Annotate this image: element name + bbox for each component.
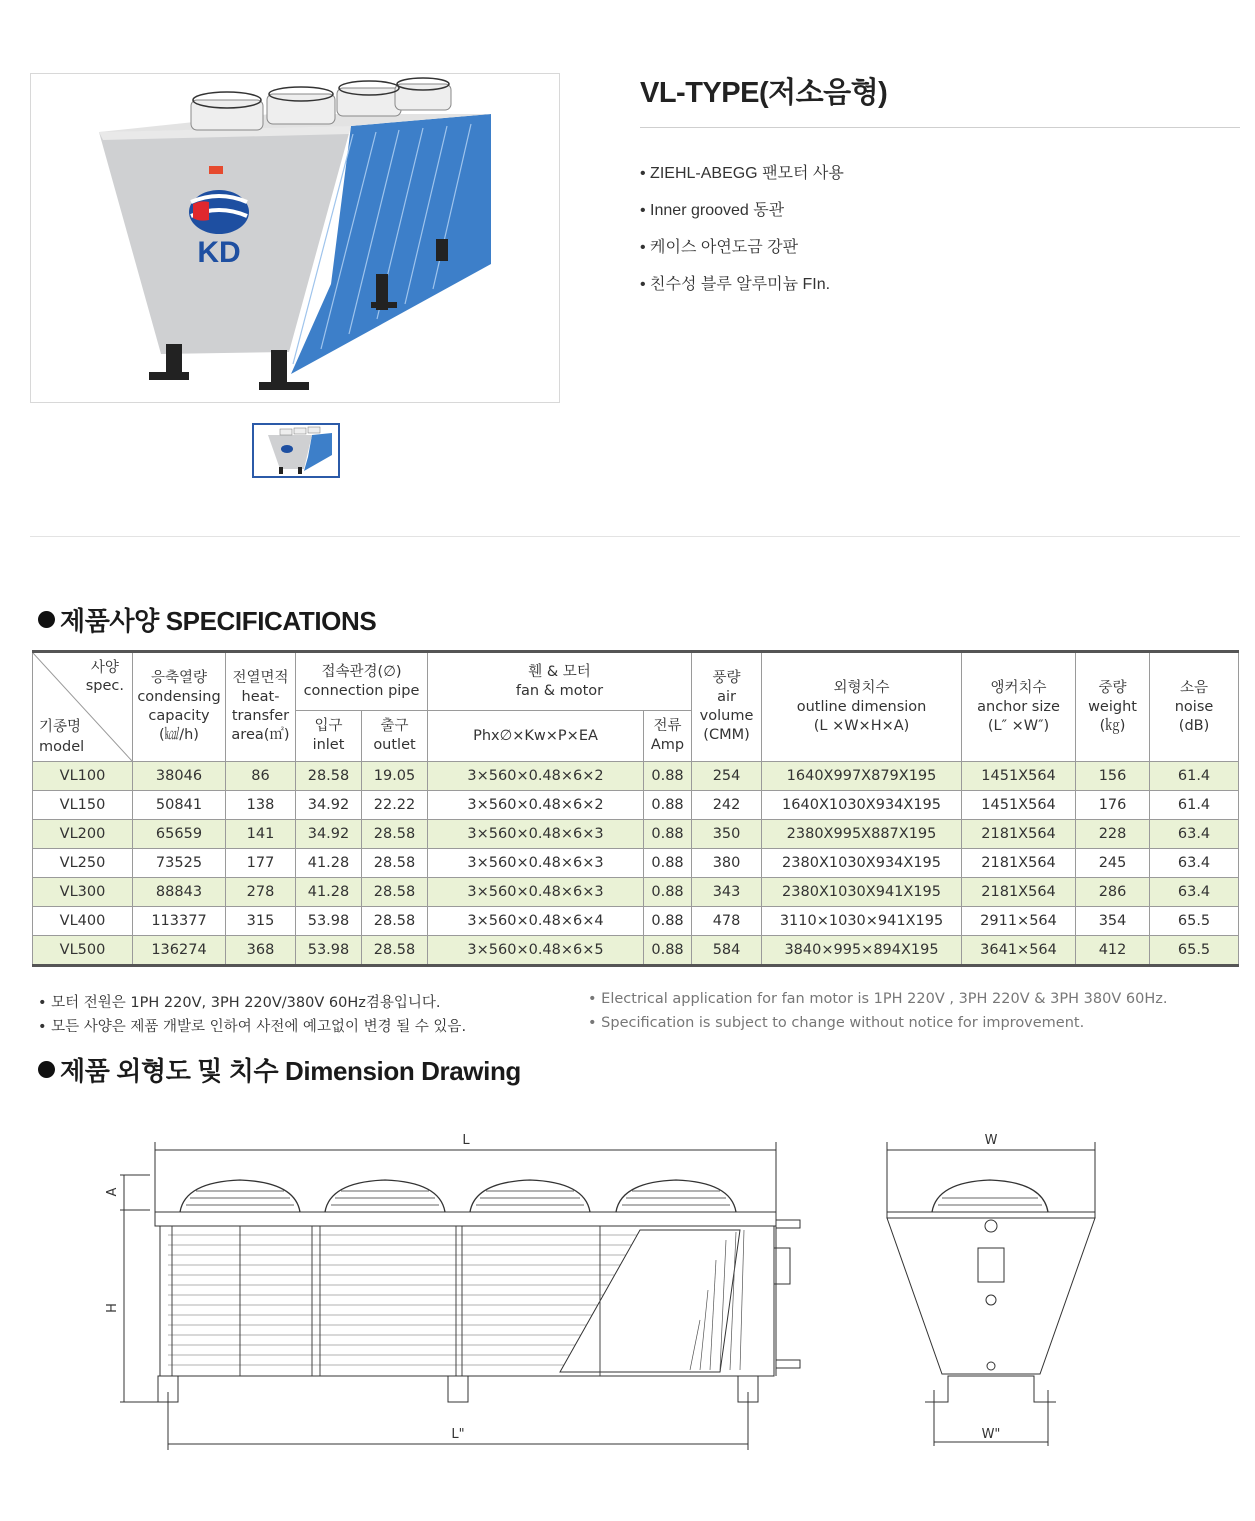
cell-weight: 176 xyxy=(1076,791,1150,820)
header-air: 풍량 air volume (CMM) xyxy=(692,652,762,762)
feature-item: • 케이스 아연도금 강판 xyxy=(640,234,798,257)
cell-weight: 354 xyxy=(1076,907,1150,936)
header-area: 전열면적 heat- transfer area(㎡) xyxy=(226,652,296,762)
cell-air: 350 xyxy=(692,820,762,849)
cell-fan: 3×560×0.48×6×5 xyxy=(428,936,644,966)
cell-amp: 0.88 xyxy=(644,791,692,820)
cell-noise: 63.4 xyxy=(1150,820,1239,849)
header-fan: 휀 & 모터 fan & motor xyxy=(428,652,692,711)
cell-area: 368 xyxy=(226,936,296,966)
cell-inlet: 34.92 xyxy=(296,791,362,820)
cell-air: 584 xyxy=(692,936,762,966)
cell-noise: 65.5 xyxy=(1150,936,1239,966)
feature-item: • ZIEHL-ABEGG 팬모터 사용 xyxy=(640,160,844,183)
cell-area: 141 xyxy=(226,820,296,849)
product-title: VL-TYPE(저소음형) xyxy=(640,77,888,109)
feature-item: • Inner grooved 동관 xyxy=(640,197,784,220)
header-inlet: 입구 inlet xyxy=(296,711,362,762)
cell-inlet: 41.28 xyxy=(296,849,362,878)
cell-noise: 63.4 xyxy=(1150,849,1239,878)
cell-outlet: 22.22 xyxy=(362,791,428,820)
cell-inlet: 41.28 xyxy=(296,878,362,907)
dim-label-L: L xyxy=(462,1133,470,1148)
cell-inlet: 53.98 xyxy=(296,936,362,966)
cell-anchor: 1451X564 xyxy=(962,791,1076,820)
header-pipe: 접속관경(∅) connection pipe xyxy=(296,652,428,711)
cell-outline: 3110×1030×941X195 xyxy=(762,907,962,936)
cell-area: 177 xyxy=(226,849,296,878)
cell-capacity: 38046 xyxy=(133,762,226,791)
header-outlet: 출구 outlet xyxy=(362,711,428,762)
cell-noise: 65.5 xyxy=(1150,907,1239,936)
cell-outline: 2380X1030X941X195 xyxy=(762,878,962,907)
note-ko: • 모든 사양은 제품 개발로 인하여 사전에 예고없이 변경 될 수 있음. xyxy=(38,1015,466,1036)
cell-amp: 0.88 xyxy=(644,820,692,849)
product-thumbnail[interactable] xyxy=(252,423,340,478)
dim-label-A: A xyxy=(105,1187,120,1197)
cell-weight: 245 xyxy=(1076,849,1150,878)
cell-capacity: 73525 xyxy=(133,849,226,878)
cell-amp: 0.88 xyxy=(644,936,692,966)
table-row xyxy=(33,849,1239,878)
product-photo xyxy=(30,73,560,403)
cell-fan: 3×560×0.48×6×2 xyxy=(428,791,644,820)
cell-noise: 61.4 xyxy=(1150,762,1239,791)
dim-label-L2: L" xyxy=(451,1427,465,1442)
cell-air: 254 xyxy=(692,762,762,791)
header-spec-model: 사양 spec. 기종명 model xyxy=(33,652,133,762)
dim-label-W2: W" xyxy=(981,1427,1001,1442)
header-weight: 중량 weight (㎏) xyxy=(1076,652,1150,762)
cell-anchor: 2181X564 xyxy=(962,849,1076,878)
logo-text: KD xyxy=(197,236,241,269)
cell-air: 478 xyxy=(692,907,762,936)
cell-area: 86 xyxy=(226,762,296,791)
cell-model: VL400 xyxy=(33,907,133,936)
cell-inlet: 53.98 xyxy=(296,907,362,936)
cell-air: 242 xyxy=(692,791,762,820)
cell-fan: 3×560×0.48×6×3 xyxy=(428,820,644,849)
table-row xyxy=(33,791,1239,820)
title-divider xyxy=(640,127,1240,128)
header-anchor: 앵커치수 anchor size (L″ ×W″) xyxy=(962,652,1076,762)
cell-outline: 2380X995X887X195 xyxy=(762,820,962,849)
cell-model: VL150 xyxy=(33,791,133,820)
cell-weight: 228 xyxy=(1076,820,1150,849)
cell-model: VL200 xyxy=(33,820,133,849)
cell-weight: 412 xyxy=(1076,936,1150,966)
cell-anchor: 2181X564 xyxy=(962,820,1076,849)
cell-area: 315 xyxy=(226,907,296,936)
cell-model: VL300 xyxy=(33,878,133,907)
cell-weight: 156 xyxy=(1076,762,1150,791)
cell-outline: 3840×995×894X195 xyxy=(762,936,962,966)
feature-item: • 친수성 블루 알루미늄 FIn. xyxy=(640,271,830,294)
cell-fan: 3×560×0.48×6×3 xyxy=(428,878,644,907)
cell-amp: 0.88 xyxy=(644,849,692,878)
cell-anchor: 3641×564 xyxy=(962,936,1076,966)
table-row xyxy=(33,936,1239,966)
spec-table-body xyxy=(33,762,1239,966)
cell-inlet: 28.58 xyxy=(296,762,362,791)
cell-capacity: 50841 xyxy=(133,791,226,820)
cell-model: VL500 xyxy=(33,936,133,966)
cell-amp: 0.88 xyxy=(644,878,692,907)
header-outline: 외형치수 outline dimension (L ×W×H×A) xyxy=(762,652,962,762)
cell-capacity: 113377 xyxy=(133,907,226,936)
note-en: • Specification is subject to change without notice for improvement. xyxy=(588,1015,1084,1031)
cell-area: 278 xyxy=(226,878,296,907)
dim-label-H: H xyxy=(105,1303,120,1313)
cell-capacity: 88843 xyxy=(133,878,226,907)
cell-model: VL250 xyxy=(33,849,133,878)
cell-outlet: 28.58 xyxy=(362,849,428,878)
cell-fan: 3×560×0.48×6×3 xyxy=(428,849,644,878)
cell-outline: 1640X1030X934X195 xyxy=(762,791,962,820)
cell-inlet: 34.92 xyxy=(296,820,362,849)
cell-anchor: 2181X564 xyxy=(962,878,1076,907)
cell-outlet: 28.58 xyxy=(362,936,428,966)
table-row xyxy=(33,907,1239,936)
bullet-dot-icon xyxy=(38,1061,55,1078)
spec-heading: 제품사양 SPECIFICATIONS xyxy=(38,601,376,638)
cell-weight: 286 xyxy=(1076,878,1150,907)
spec-table xyxy=(32,650,1239,967)
cell-outlet: 28.58 xyxy=(362,907,428,936)
dim-label-W: W xyxy=(984,1133,998,1148)
header-fan-formula: Phx∅×Kw×P×EA xyxy=(428,711,644,762)
cell-capacity: 65659 xyxy=(133,820,226,849)
cell-outline: 2380X1030X934X195 xyxy=(762,849,962,878)
cell-fan: 3×560×0.48×6×4 xyxy=(428,907,644,936)
header-noise: 소음 noise (dB) xyxy=(1150,652,1239,762)
cell-outlet: 19.05 xyxy=(362,762,428,791)
bullet-dot-icon xyxy=(38,611,55,628)
table-row xyxy=(33,820,1239,849)
cell-outline: 1640X997X879X195 xyxy=(762,762,962,791)
cell-capacity: 136274 xyxy=(133,936,226,966)
cell-fan: 3×560×0.48×6×2 xyxy=(428,762,644,791)
table-row xyxy=(33,762,1239,791)
table-row xyxy=(33,878,1239,907)
drawing-heading: 제품 외형도 및 치수 Dimension Drawing xyxy=(38,1051,521,1088)
cell-air: 380 xyxy=(692,849,762,878)
cell-noise: 61.4 xyxy=(1150,791,1239,820)
cell-noise: 63.4 xyxy=(1150,878,1239,907)
header-amp: 전류 Amp xyxy=(644,711,692,762)
cell-air: 343 xyxy=(692,878,762,907)
cell-area: 138 xyxy=(226,791,296,820)
note-en: • Electrical application for fan motor is 1PH 220V , 3PH 220V & 3PH 380V 60Hz. xyxy=(588,991,1167,1007)
cell-outlet: 28.58 xyxy=(362,878,428,907)
cell-amp: 0.88 xyxy=(644,907,692,936)
section-divider xyxy=(30,536,1240,537)
cell-model: VL100 xyxy=(33,762,133,791)
note-ko: • 모터 전원은 1PH 220V, 3PH 220V/380V 60Hz겸용입니다. xyxy=(38,991,441,1012)
cell-outlet: 28.58 xyxy=(362,820,428,849)
header-capacity: 응축열량 condensing capacity (㎉/h) xyxy=(133,652,226,762)
dimension-drawing xyxy=(0,1120,1255,1520)
cell-anchor: 1451X564 xyxy=(962,762,1076,791)
cell-anchor: 2911×564 xyxy=(962,907,1076,936)
cell-amp: 0.88 xyxy=(644,762,692,791)
